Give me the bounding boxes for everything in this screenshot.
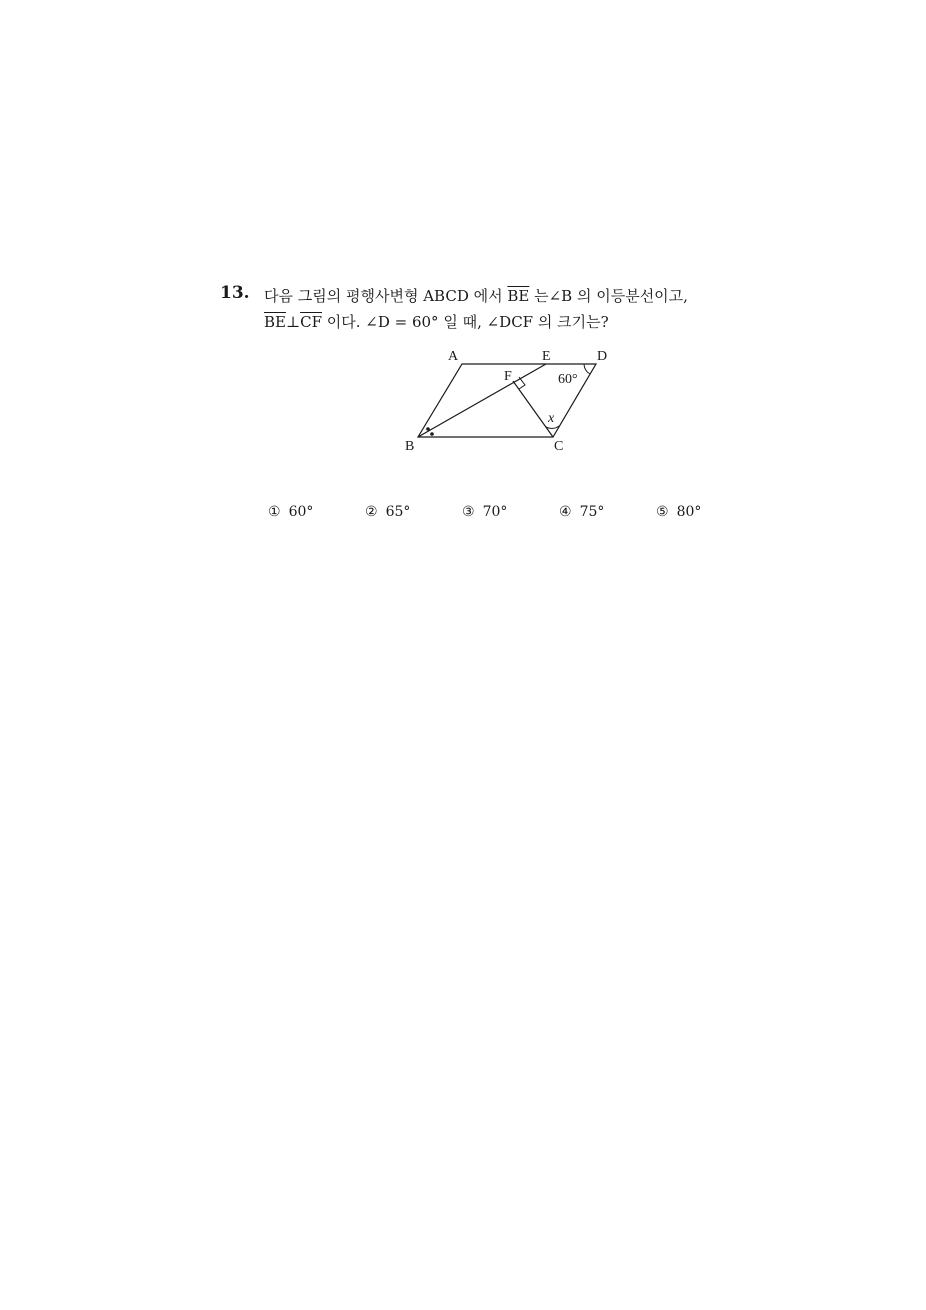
label-angle-60: 60°: [558, 372, 578, 387]
choice-3-value: 70°: [482, 504, 508, 520]
angle-arc-d: [584, 364, 590, 374]
label-a: A: [448, 349, 459, 364]
choice-1-number: ①: [268, 504, 281, 520]
label-e: E: [542, 349, 551, 364]
bisector-dot-1: [426, 427, 430, 431]
segment-cf: $\overline{CF}$: [300, 313, 322, 331]
angle-arc-c: [546, 426, 559, 428]
label-f: F: [504, 369, 512, 384]
question-text-line2: 이다. ∠D = 60° 일 때, ∠DCF 의 크기는?: [321, 313, 609, 331]
choice-2[interactable]: [365, 504, 410, 520]
right-angle-mark: [519, 377, 525, 389]
label-c: C: [554, 439, 564, 454]
label-d: D: [597, 349, 608, 364]
label-angle-x: x: [548, 411, 555, 426]
choice-5-number: ⑤: [656, 504, 669, 520]
bisector-dot-2: [430, 432, 434, 436]
choice-1[interactable]: [268, 504, 313, 520]
figure-svg: [396, 340, 626, 465]
choice-4[interactable]: [559, 504, 604, 520]
problem-number: 13.: [220, 283, 250, 303]
segment-cf-line: [513, 381, 553, 437]
choice-4-value: 75°: [579, 504, 605, 520]
segment-be-2: $\overline{BE}$: [264, 313, 286, 331]
choice-1-value: 60°: [288, 504, 314, 520]
perpendicular-symbol: ⊥: [285, 313, 301, 331]
choice-2-value: 65°: [385, 504, 411, 520]
question-line-2: [264, 311, 609, 332]
question-line-1: [264, 285, 688, 306]
choice-5-value: 80°: [676, 504, 702, 520]
choice-3-number: ③: [462, 504, 475, 520]
choice-4-number: ④: [559, 504, 572, 520]
choice-2-number: ②: [365, 504, 378, 520]
segment-be: $\overline{BE}$: [507, 287, 530, 305]
question-text-post: 는∠B 의 이등분선이고,: [529, 287, 688, 305]
answer-choices: [268, 504, 728, 528]
choice-5[interactable]: [656, 504, 701, 520]
choice-3[interactable]: [462, 504, 507, 520]
label-b: B: [405, 439, 415, 454]
parallelogram-figure: [396, 340, 626, 465]
question-text-pre: 다음 그림의 평행사변형 ABCD 에서: [264, 287, 508, 305]
